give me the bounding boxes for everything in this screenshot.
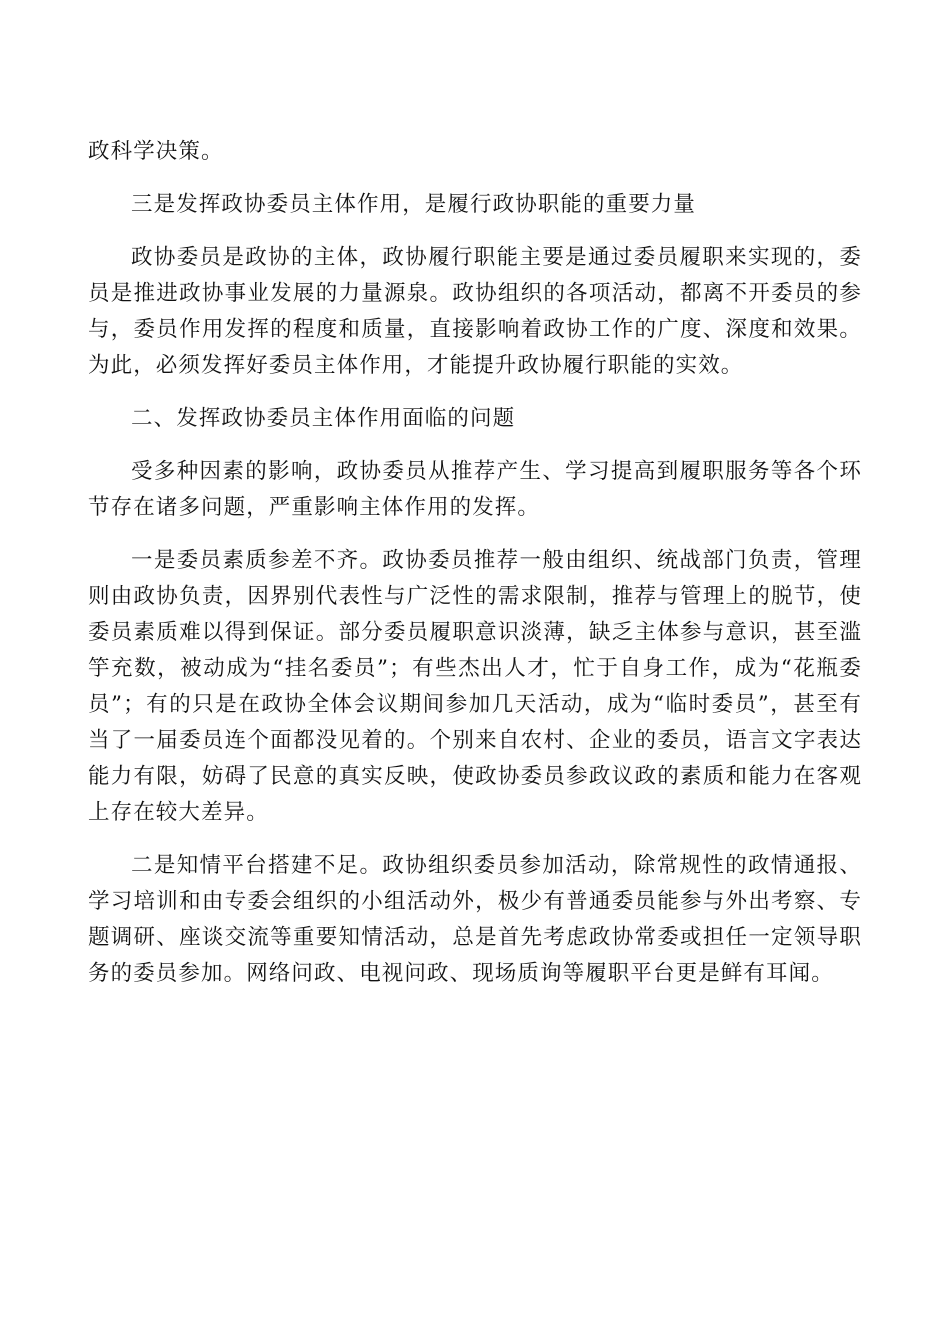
paragraph-continuation: 政科学决策。 [88,139,224,164]
paragraph-member-quality: 一是委员素质参差不齐。政协委员推荐一般由组织、统战部门负责，管理则由政协负责，因界别代表性与广泛性的需求限制，推荐与管理上的脱节，使委员素质难以得到保证。部分委员履职意识淡薄，缺乏主体参与意识，甚至滥竽充数，被动成为“挂名委员”；有些杰出人才，忙于自身工作，成为“花瓶委员”；有的只是在政协全体会议期间参加几天活动，成为“临时委员”，甚至有当了一届委员连个面都没见着的。个别来自农村、企业的委员，语言文字表达能力有限，妨碍了民意的真实反映，使政协委员参政议政的素质和能力在客观上存在较大差异。 [88,548,862,825]
section-heading-three: 三是发挥政协委员主体作用，是履行政协职能的重要力量 [131,192,697,217]
paragraph-platform-shortage: 二是知情平台搭建不足。政协组织委员参加活动，除常规性的政情通报、学习培训和由专委会组织的小组活动外，极少有普通委员能参与外出考察、专题调研、座谈交流等重要知情活动，总是首先考虑政协常委或担任一定领导职务的委员参加。网络问政、电视问政、现场质询等履职平台更是鲜有耳闻。 [88,853,862,986]
section-heading-problems: 二、发挥政协委员主体作用面临的问题 [131,406,516,431]
paragraph-member-role: 政协委员是政协的主体，政协履行职能主要是通过委员履职来实现的，委员是推进政协事业发展的力量源泉。政协组织的各项活动，都离不开委员的参与，委员作用发挥的程度和质量，直接影响着政协工作的广度、深度和效果。为此，必须发挥好委员主体作用，才能提升政协履行职能的实效。 [88,245,862,378]
document-page [88,134,862,1009]
paragraph-problems-intro: 受多种因素的影响，政协委员从推荐产生、学习提高到履职服务等各个环节存在诸多问题，严重影响主体作用的发挥。 [88,459,862,520]
